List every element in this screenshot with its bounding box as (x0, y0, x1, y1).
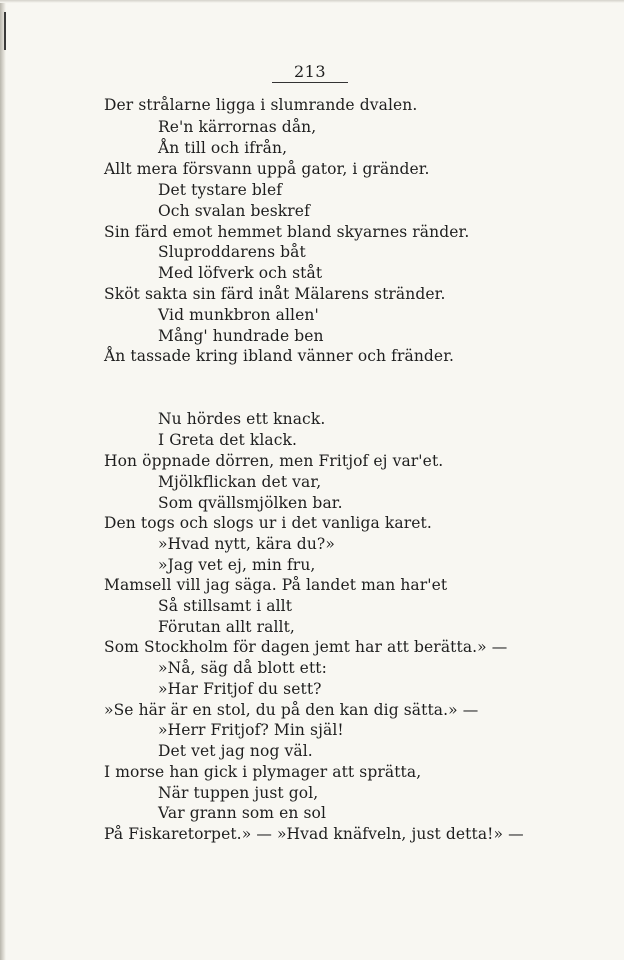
poem-line: »Hvad nytt, kära du?» (158, 535, 335, 553)
poem-line: På Fiskaretorpet.» — »Hvad knäfveln, just detta!» — (104, 825, 524, 843)
poem-line: Den togs och slogs ur i det vanliga karet. (104, 514, 432, 532)
poem-line: Det tystare blef (158, 181, 283, 199)
poem-line: Mjölkflickan det var, (158, 473, 322, 491)
poem-line: Re'n kärrornas dån, (158, 118, 317, 136)
poem-line: »Se här är en stol, du på den kan dig sätta.» — (104, 701, 479, 719)
poem-line: Ån tassade kring ibland vänner och fränder. (104, 347, 455, 365)
poem-line: Sluproddarens båt (158, 243, 306, 261)
poem-line: »Nå, säg då blott ett: (158, 659, 327, 677)
poem-line: »Herr Fritjof? Min själ! (158, 721, 344, 739)
poem-line: Det vet jag nog väl. (158, 742, 313, 760)
binding-mark (4, 12, 6, 50)
poem-line: Var grann som en sol (158, 804, 327, 822)
poem-line: Förutan allt rallt, (158, 618, 295, 636)
poem-line: Ån till och ifrån, (158, 139, 288, 157)
poem-line: I morse han gick i plymager att sprätta, (104, 763, 422, 781)
poem-line: Der strålarne ligga i slumrande dvalen. (104, 96, 418, 114)
poem-line: Och svalan beskref (158, 202, 310, 220)
poem-line: Sköt sakta sin färd inåt Mälarens stränder. (104, 285, 446, 303)
page-top-edge (0, 0, 624, 3)
poem-line: I Greta det klack. (158, 431, 298, 449)
page-binding-edge (0, 0, 6, 960)
poem-line: Allt mera försvann uppå gator, i gränder. (104, 160, 430, 178)
poem-line: Med löfverk och ståt (158, 264, 323, 282)
header-rule (272, 82, 348, 83)
poem-line: När tuppen just gol, (158, 784, 319, 802)
poem-line: Mamsell vill jag säga. På landet man har'et (104, 576, 448, 594)
poem-line: Hon öppnade dörren, men Fritjof ej var'et. (104, 452, 444, 470)
poem-line: Sin färd emot hemmet bland skyarnes ränder. (104, 223, 470, 241)
poem-line: Mång' hundrade ben (158, 327, 324, 345)
page-number: 213 (293, 62, 327, 81)
poem-line: Som qvällsmjölken bar. (158, 494, 343, 512)
poem-line: Nu hördes ett knack. (158, 410, 326, 428)
poem-line: Så stillsamt i allt (158, 597, 293, 615)
poem-line: »Har Fritjof du sett? (158, 680, 322, 698)
poem-line: »Jag vet ej, min fru, (158, 556, 316, 574)
poem-line: Som Stockholm för dagen jemt har att berätta.» — (104, 638, 508, 656)
poem-line: Vid munkbron allen' (158, 306, 319, 324)
